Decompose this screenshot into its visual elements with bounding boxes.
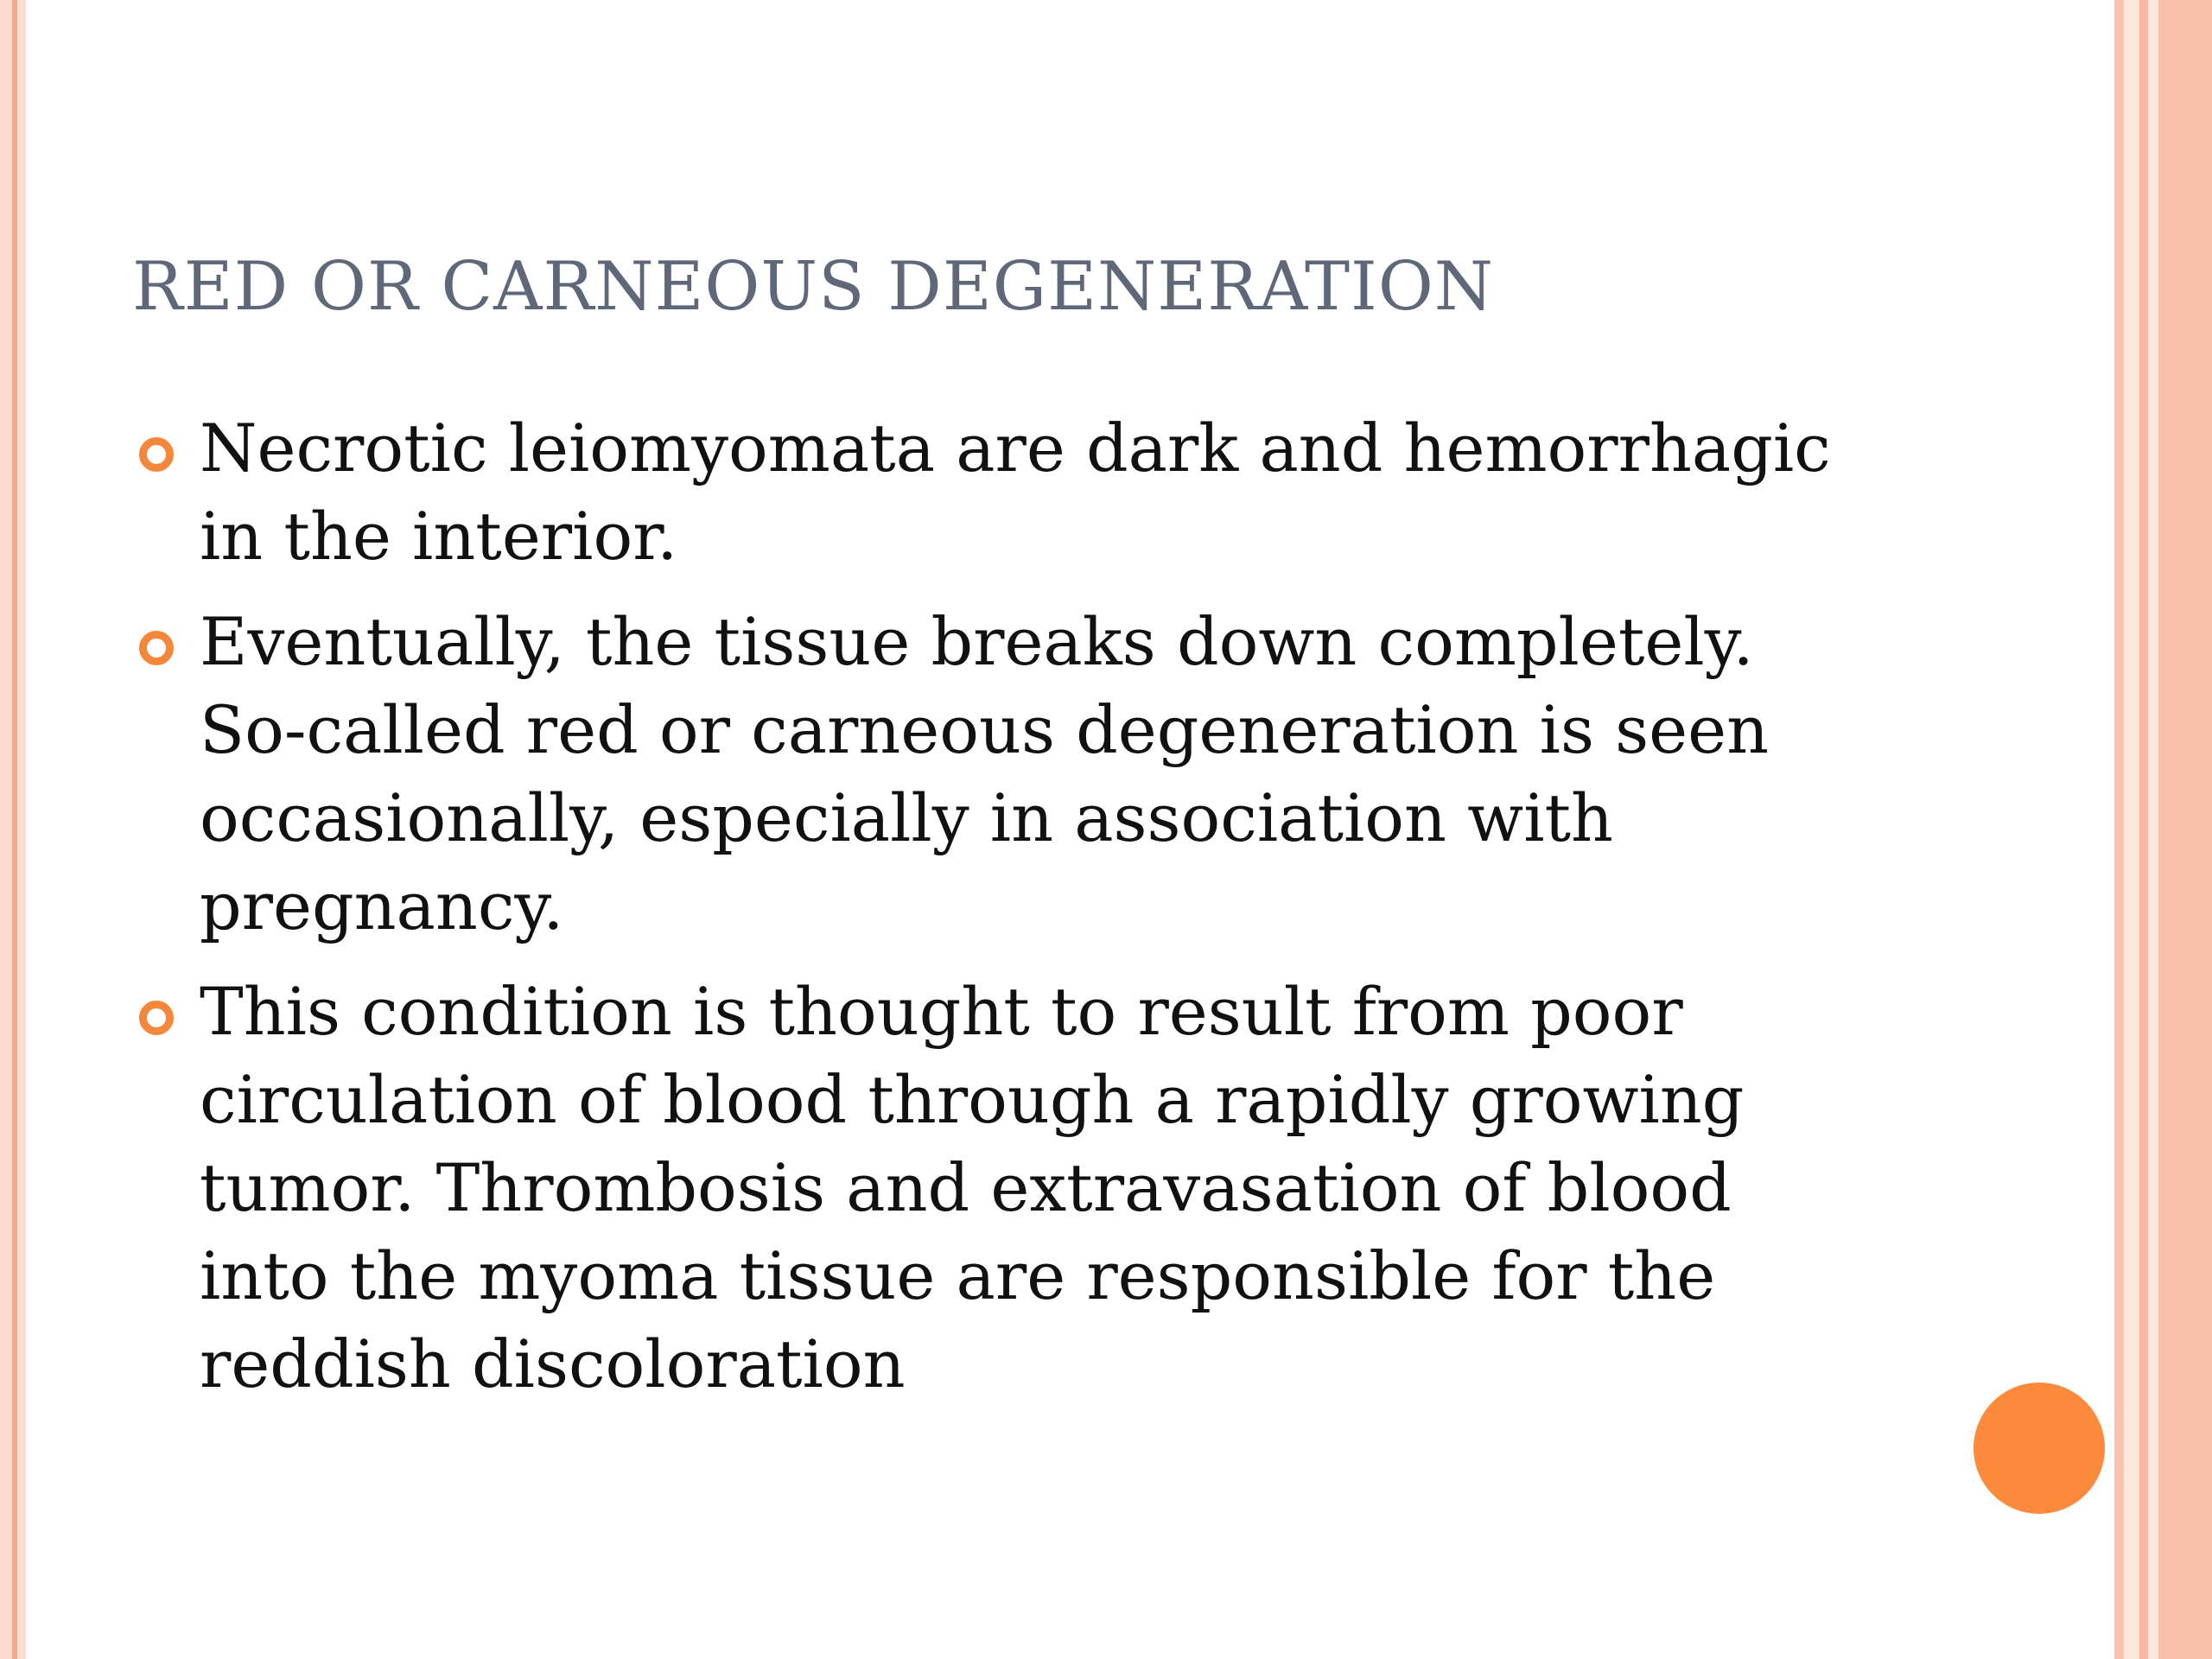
right-border-band <box>2158 0 2212 1659</box>
left-border-line <box>12 0 17 1659</box>
bullet-line: occasionally, especially in association with <box>200 779 1614 856</box>
bullet-line: into the myoma tissue are responsible for the <box>200 1237 1716 1314</box>
bullet-line: pregnancy. <box>200 868 564 944</box>
bullet-item <box>132 598 1929 950</box>
bullet-line: in the interior. <box>200 498 678 575</box>
right-border-stripe <box>2114 0 2124 1659</box>
bullet-item <box>132 404 1929 581</box>
right-border-stripe <box>2124 0 2139 1659</box>
right-border-stripe <box>2139 0 2148 1659</box>
bullet-line: Necrotic leiomyomata are dark and hemorrhagic <box>200 410 1831 486</box>
bullet-line: reddish discoloration <box>200 1325 906 1402</box>
bullet-line: This condition is thought to result from poor <box>200 973 1683 1050</box>
right-border-stripe <box>2148 0 2158 1659</box>
bullet-circle-icon <box>139 437 174 472</box>
bullet-circle-icon <box>139 631 174 665</box>
bullet-line: circulation of blood through a rapidly growing <box>200 1061 1745 1138</box>
bullet-line: So-called red or carneous degeneration is seen <box>200 691 1770 768</box>
bullet-list <box>132 404 1929 1426</box>
bullet-circle-icon <box>139 1001 174 1035</box>
slide-title: RED OR CARNEOUS DEGENERATION <box>132 248 1495 326</box>
orange-circle-decoration <box>1974 1382 2105 1514</box>
bullet-item <box>132 968 1929 1408</box>
bullet-line: tumor. Thrombosis and extravasation of blood <box>200 1149 1732 1226</box>
bullet-line: Eventually, the tissue breaks down completely. <box>200 603 1754 680</box>
